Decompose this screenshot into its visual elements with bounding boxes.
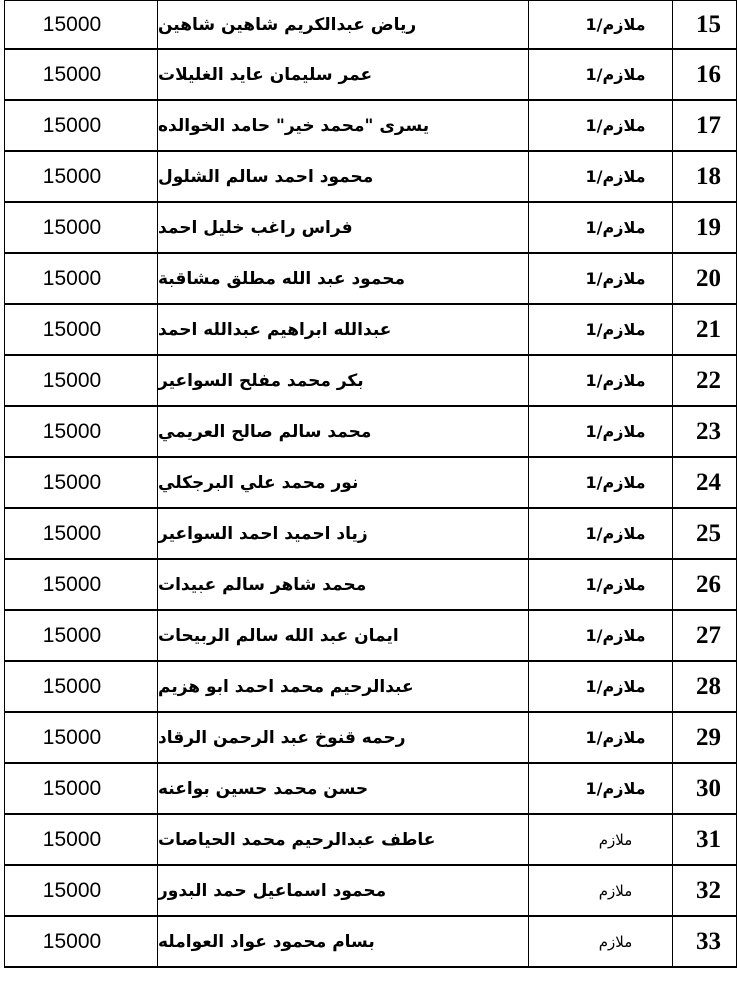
number-cell: 31 bbox=[696, 825, 721, 853]
name-cell: محمد شاهر سالم عبيدات bbox=[158, 560, 529, 609]
name-cell: حسن محمد حسين بواعنه bbox=[158, 764, 529, 813]
amount-cell: 15000 bbox=[5, 611, 158, 660]
table-row bbox=[5, 101, 736, 152]
table-row bbox=[5, 407, 736, 458]
number-cell: 18 bbox=[696, 162, 721, 190]
rank-cell: ملازم/1 bbox=[529, 254, 673, 303]
number-cell: 17 bbox=[696, 111, 721, 139]
number-cell: 33 bbox=[696, 927, 721, 955]
number-cell: 16 bbox=[696, 60, 721, 88]
amount-cell: 15000 bbox=[5, 662, 158, 711]
name-cell: عبدالله ابراهيم عبدالله احمد bbox=[158, 305, 529, 354]
table-row bbox=[5, 356, 736, 407]
table-row bbox=[5, 764, 736, 815]
table-row bbox=[5, 662, 736, 713]
table-row bbox=[5, 458, 736, 509]
number-cell: 29 bbox=[696, 723, 721, 751]
amount-cell: 15000 bbox=[5, 50, 158, 99]
rank-cell: ملازم/1 bbox=[529, 356, 673, 405]
amount-cell: 15000 bbox=[5, 407, 158, 456]
table-row bbox=[5, 152, 736, 203]
name-cell: زياد احميد احمد السواعير bbox=[158, 509, 529, 558]
rank-cell: ملازم/1 bbox=[529, 407, 673, 456]
rank-cell: ملازم/1 bbox=[529, 1, 673, 48]
name-cell: محمد سالم صالح العريمي bbox=[158, 407, 529, 456]
rank-cell: ملازم/1 bbox=[529, 764, 673, 813]
table-row bbox=[5, 611, 736, 662]
rank-cell: ملازم/1 bbox=[529, 50, 673, 99]
table-row bbox=[5, 560, 736, 611]
table-row bbox=[5, 866, 736, 917]
amount-cell: 15000 bbox=[5, 560, 158, 609]
rank-cell: ملازم/1 bbox=[529, 713, 673, 762]
amount-cell: 15000 bbox=[5, 1, 158, 48]
name-cell: محمود عبد الله مطلق مشاقبة bbox=[158, 254, 529, 303]
amount-cell: 15000 bbox=[5, 101, 158, 150]
table-row bbox=[5, 0, 736, 50]
amount-cell: 15000 bbox=[5, 458, 158, 507]
table-row bbox=[5, 50, 736, 101]
rank-cell: ملازم/1 bbox=[529, 458, 673, 507]
rank-cell: ملازم/1 bbox=[529, 305, 673, 354]
number-cell: 23 bbox=[696, 417, 721, 445]
number-cell: 26 bbox=[696, 570, 721, 598]
name-cell: نور محمد علي البرجكلي bbox=[158, 458, 529, 507]
amount-cell: 15000 bbox=[5, 509, 158, 558]
rank-cell: ملازم/1 bbox=[529, 611, 673, 660]
table-row bbox=[5, 917, 736, 968]
amount-cell: 15000 bbox=[5, 203, 158, 252]
amount-cell: 15000 bbox=[5, 764, 158, 813]
number-cell: 15 bbox=[696, 10, 721, 38]
rank-cell: ملازم bbox=[529, 866, 673, 915]
name-cell: رياض عبدالكريم شاهين شاهين bbox=[158, 1, 529, 48]
number-cell: 19 bbox=[696, 213, 721, 241]
name-cell: يسرى "محمد خير" حامد الخوالده bbox=[158, 101, 529, 150]
number-cell: 20 bbox=[696, 264, 721, 292]
name-cell: ايمان عبد الله سالم الربيحات bbox=[158, 611, 529, 660]
amount-cell: 15000 bbox=[5, 713, 158, 762]
number-cell: 25 bbox=[696, 519, 721, 547]
number-cell: 32 bbox=[696, 876, 721, 904]
name-cell: عمر سليمان عايد الغليلات bbox=[158, 50, 529, 99]
name-cell: بكر محمد مفلح السواعير bbox=[158, 356, 529, 405]
rank-cell: ملازم/1 bbox=[529, 560, 673, 609]
number-cell: 30 bbox=[696, 774, 721, 802]
rank-cell: ملازم/1 bbox=[529, 662, 673, 711]
amount-cell: 15000 bbox=[5, 356, 158, 405]
amount-cell: 15000 bbox=[5, 254, 158, 303]
table-row bbox=[5, 305, 736, 356]
rank-cell: ملازم/1 bbox=[529, 101, 673, 150]
table-row bbox=[5, 203, 736, 254]
name-cell: عاطف عبدالرحيم محمد الحياصات bbox=[158, 815, 529, 864]
personnel-table bbox=[4, 0, 737, 968]
rank-cell: ملازم/1 bbox=[529, 203, 673, 252]
number-cell: 21 bbox=[696, 315, 721, 343]
table-row bbox=[5, 254, 736, 305]
rank-cell: ملازم/1 bbox=[529, 152, 673, 201]
amount-cell: 15000 bbox=[5, 815, 158, 864]
number-cell: 27 bbox=[696, 621, 721, 649]
number-cell: 22 bbox=[696, 366, 721, 394]
rank-cell: ملازم/1 bbox=[529, 509, 673, 558]
name-cell: رحمه قنوخ عبد الرحمن الرقاد bbox=[158, 713, 529, 762]
rank-cell: ملازم bbox=[529, 917, 673, 966]
number-cell: 28 bbox=[696, 672, 721, 700]
table-row bbox=[5, 509, 736, 560]
amount-cell: 15000 bbox=[5, 152, 158, 201]
amount-cell: 15000 bbox=[5, 917, 158, 966]
name-cell: محمود احمد سالم الشلول bbox=[158, 152, 529, 201]
name-cell: بسام محمود عواد العوامله bbox=[158, 917, 529, 966]
name-cell: فراس راغب خليل احمد bbox=[158, 203, 529, 252]
name-cell: محمود اسماعيل حمد البدور bbox=[158, 866, 529, 915]
name-cell: عبدالرحيم محمد احمد ابو هزيم bbox=[158, 662, 529, 711]
amount-cell: 15000 bbox=[5, 866, 158, 915]
table-row bbox=[5, 713, 736, 764]
table-row bbox=[5, 815, 736, 866]
number-cell: 24 bbox=[696, 468, 721, 496]
rank-cell: ملازم bbox=[529, 815, 673, 864]
amount-cell: 15000 bbox=[5, 305, 158, 354]
